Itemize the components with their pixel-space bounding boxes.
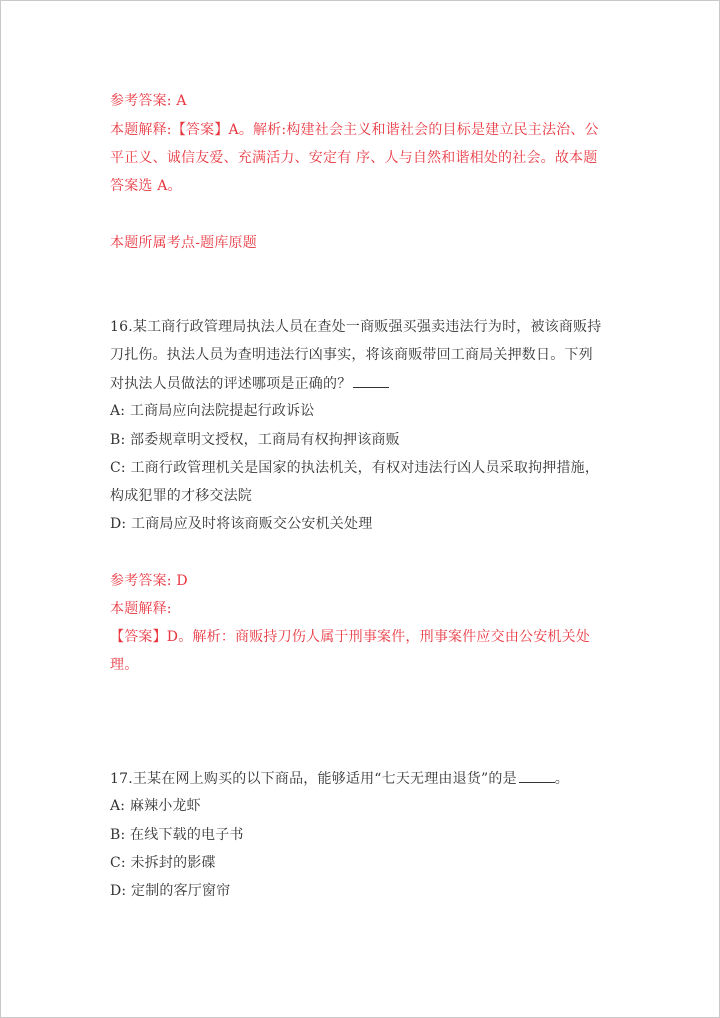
q16-stem-line-2: 刀扎伤。执法人员为查明违法行凶事实，将该商贩带回工商局关押数日。下列 <box>110 347 593 363</box>
answer-blank <box>353 373 389 388</box>
q17-option-c: C: 未拆封的影碟 <box>110 855 216 871</box>
q17-option-a: A: 麻辣小龙虾 <box>110 798 201 814</box>
q16-stem-text: 对执法人员做法的评述哪项是正确的？ <box>110 376 352 392</box>
q15-explanation-line-1: 本题解释:【答案】A。解析:构建社会主义和谐社会的目标是建立民主法治、公 <box>110 122 599 138</box>
q15-source: 本题所属考点-题库原题 <box>110 235 257 251</box>
q16-stem-line-3 <box>110 373 389 394</box>
q16-stem-line-1: 16.某工商行政管理局执法人员在查处一商贩强买强卖违法行为时，被该商贩持 <box>110 319 602 335</box>
q17-stem-text: 17.王某在网上购买的以下商品，能够适用“七天无理由退货”的是 <box>110 771 517 787</box>
q16-explanation-line-1: 【答案】D。解析：商贩持刀伤人属于刑事案件，刑事案件应交由公安机关处 <box>110 629 591 645</box>
q16-answer: 参考答案: D <box>110 573 188 589</box>
q17-option-b: B: 在线下载的电子书 <box>110 827 244 843</box>
q16-explanation-label: 本题解释: <box>110 601 172 617</box>
q16-option-a: A: 工商局应向法院提起行政诉讼 <box>110 403 315 419</box>
q16-option-c: C: 工商行政管理机关是国家的执法机关，有权对违法行凶人员采取拘押措施， <box>110 460 600 476</box>
q17-option-d: D: 定制的客厅窗帘 <box>110 883 231 899</box>
q15-explanation-line-3: 答案选 A。 <box>110 178 182 194</box>
q16-explanation-line-2: 理。 <box>110 657 139 673</box>
q15-answer: 参考答案: A <box>110 93 187 109</box>
q16-option-d: D: 工商局应及时将该商贩交公安机关处理 <box>110 516 373 532</box>
answer-blank <box>519 768 555 783</box>
q17-stem-end: 。 <box>554 771 569 787</box>
q16-option-b: B: 部委规章明文授权，工商局有权拘押该商贩 <box>110 432 400 448</box>
q15-explanation-line-2: 平正义、诚信友爱、充满活力、安定有 序、人与自然和谐相处的社会。故本题 <box>110 150 598 166</box>
q17-stem <box>110 768 569 789</box>
q16-option-c-continued: 构成犯罪的才移交法院 <box>110 488 252 504</box>
